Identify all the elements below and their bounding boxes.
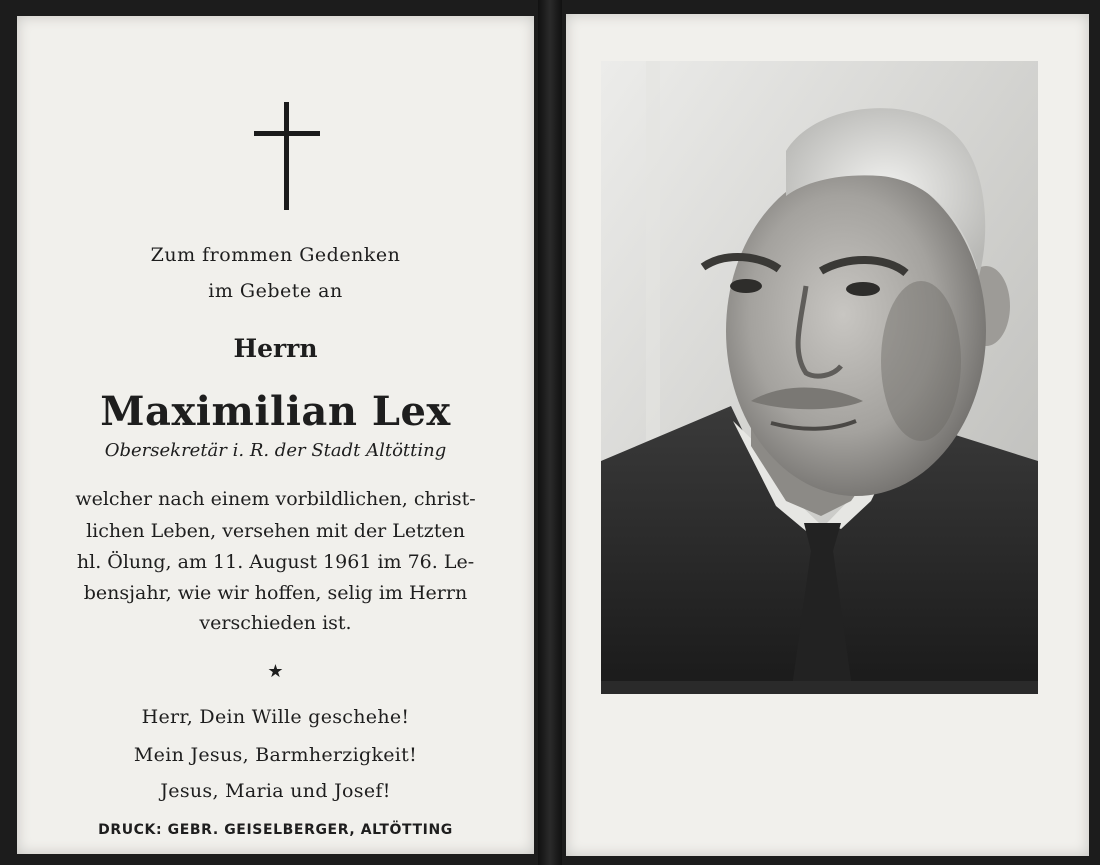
deceased-title: Obersekretär i. R. der Stadt Altötting (104, 440, 447, 461)
cross-icon (254, 102, 320, 210)
body-line-2: lichen Leben, versehen mit der Letzten (86, 520, 465, 542)
intro-line-1: Zum frommen Gedenken (150, 244, 401, 266)
portrait-photo (601, 61, 1038, 694)
card-fold-spine (538, 0, 562, 865)
intro-line-2: im Gebete an (208, 280, 343, 302)
salutation: Herrn (233, 334, 318, 363)
body-line-3: hl. Ölung, am 11. August 1961 im 76. Le- (76, 551, 475, 573)
text-panel (17, 16, 534, 854)
prayer-line-2: Mein Jesus, Barmherzigkeit! (133, 744, 418, 766)
prayer-line-1: Herr, Dein Wille geschehe! (141, 706, 410, 728)
body-line-1: welcher nach einem vorbildlichen, christ- (75, 488, 476, 510)
deceased-name: Maximilian Lex (100, 388, 451, 435)
body-line-4: bensjahr, wie wir hoffen, selig im Herrn (83, 582, 468, 604)
prayer-line-3: Jesus, Maria und Josef! (160, 780, 391, 802)
star-icon: ★ (267, 661, 284, 682)
printer-credit: DRUCK: GEBR. GEISELBERGER, ALTÖTTING (98, 822, 453, 838)
body-line-5: verschieden ist. (199, 612, 352, 634)
